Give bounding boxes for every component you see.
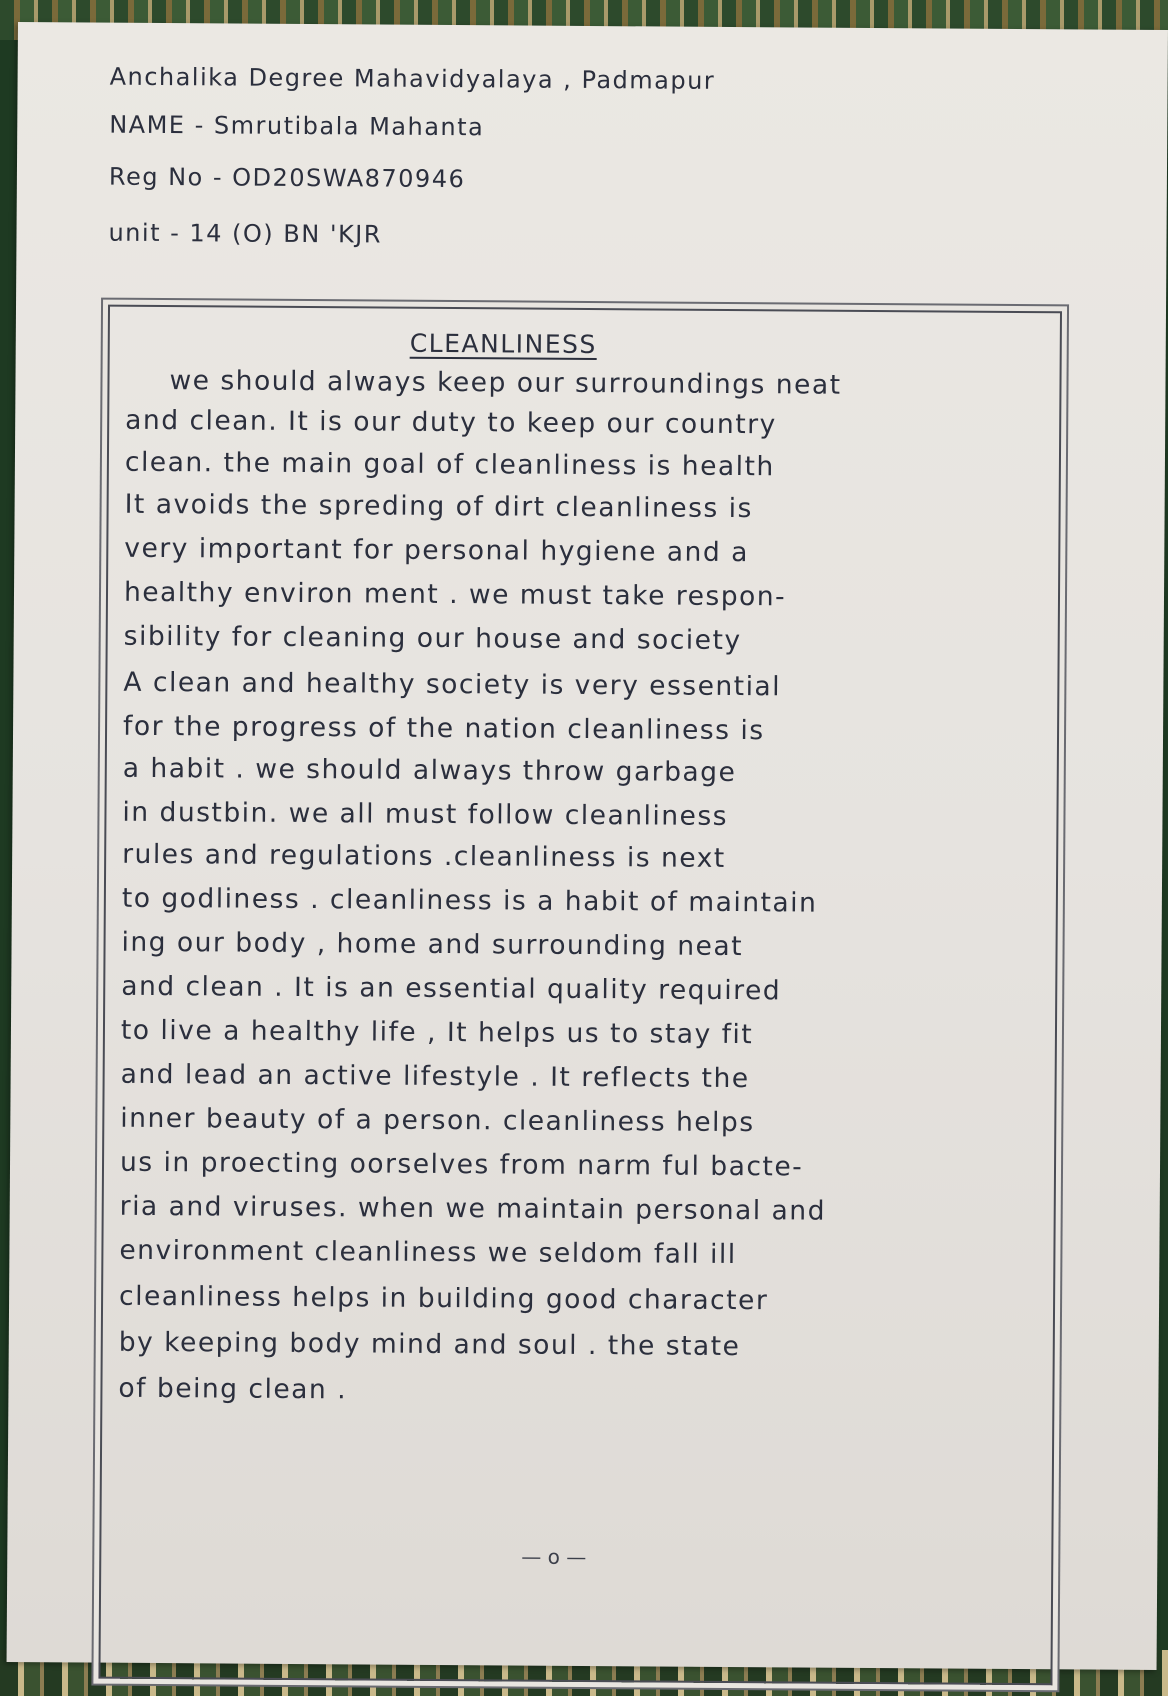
registration-number: Reg No - OD20SWA870946 (108, 162, 466, 194)
essay-line: for the progress of the nation cleanliness is (122, 710, 765, 747)
essay-line: and lead an active lifestyle . It reflects the (120, 1058, 750, 1095)
essay-line: we should always keep our surroundings neat (169, 365, 842, 401)
essay-line: sibility for cleaning our house and society (123, 620, 742, 657)
essay-line: and clean. It is our duty to keep our country (125, 404, 777, 441)
college-name: Anchalika Degree Mahavidyalaya , Padmapur (109, 62, 716, 95)
end-mark: — o — (521, 1544, 587, 1570)
essay-line: healthy environ ment . we must take respon- (123, 576, 787, 613)
student-name: NAME - Smrutibala Mahanta (109, 110, 485, 142)
essay-line: a habit . we should always throw garbage (122, 752, 737, 789)
essay-line: to live a healthy life , It helps us to stay fit (120, 1014, 754, 1051)
essay-line: rules and regulations .cleanliness is next (122, 838, 726, 874)
essay-line: very important for personal hygiene and a (124, 532, 749, 569)
essay-line: by keeping body mind and soul . the state (118, 1326, 741, 1363)
essay-line: cleanliness helps in building good character (118, 1280, 769, 1317)
essay-line: in dustbin. we all must follow cleanliness (122, 796, 729, 832)
essay-line: environment cleanliness we seldom fall ill (119, 1234, 737, 1271)
essay-line: and clean . It is an essential quality required (121, 970, 782, 1007)
essay-line: A clean and healthy society is very essential (123, 666, 782, 703)
essay-line: to godliness . cleanliness is a habit of maintain (121, 882, 818, 919)
essay-line: ria and viruses. when we maintain personal and (119, 1190, 827, 1227)
unit-info: unit - 14 (O) BN 'KJR (108, 218, 383, 249)
essay-line: It avoids the spreding of dirt cleanliness is (124, 488, 753, 525)
essay-line: inner beauty of a person. cleanliness helps (120, 1102, 755, 1139)
essay-title: CLEANLINESS (409, 328, 597, 360)
essay-line: clean. the main goal of cleanliness is health (124, 446, 775, 483)
essay-line: us in proecting oorselves from narm ful bacte- (119, 1146, 804, 1183)
essay-line: ing our body , home and surrounding neat (121, 926, 744, 963)
handwritten-sheet (7, 22, 1168, 1670)
essay-line: of being clean . (118, 1372, 348, 1406)
essay-box (98, 305, 1062, 1686)
